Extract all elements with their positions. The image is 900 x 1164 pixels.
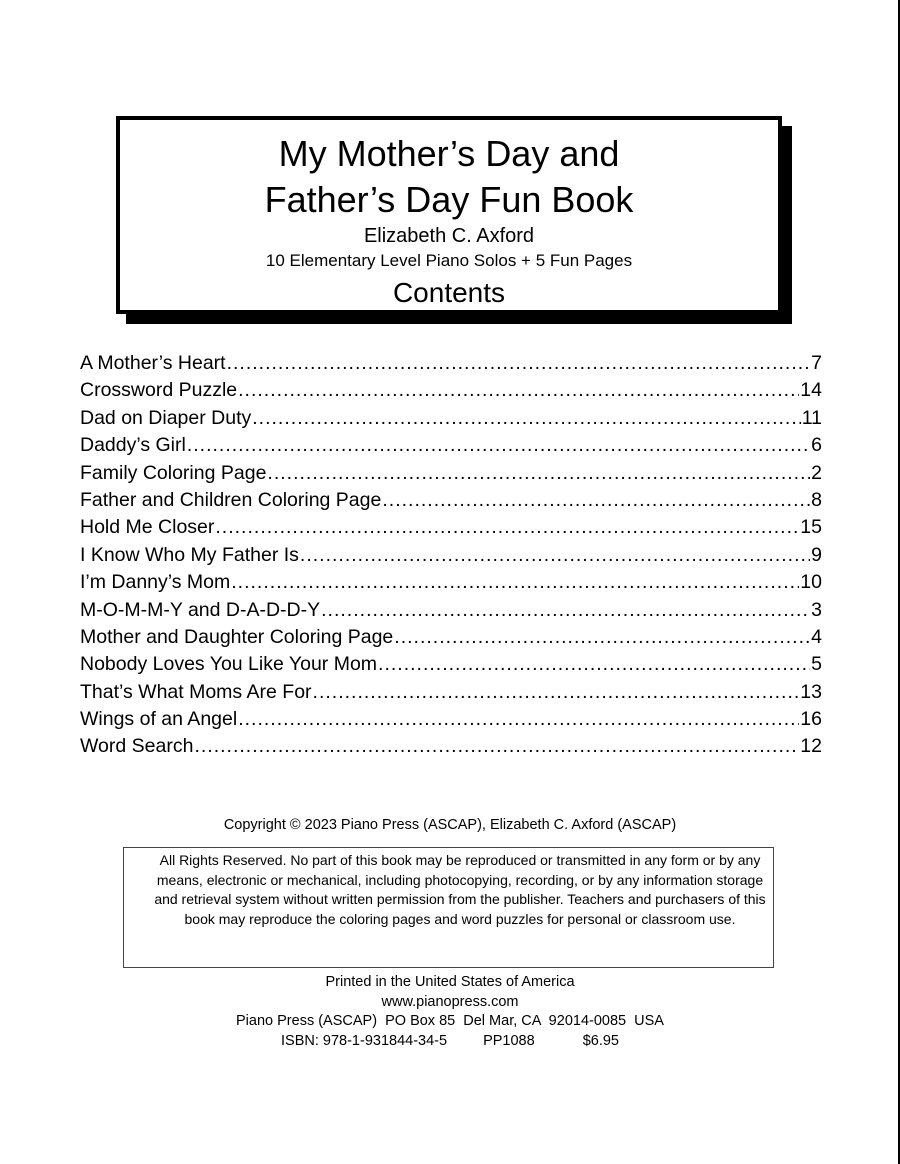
toc-entry — [80, 487, 822, 514]
rights-statement: All Rights Reserved. No part of this book may be reproduced or transmitted in any form or by any means, electronic or mechanical, including photocopying, recording, or by any information storage and retrieval system without written permission from the publisher. Teachers and purchasers of this book may reproduce the coloring pages and word puzzles for personal or classroom use. — [154, 852, 766, 927]
toc-entry-page: 6 — [811, 434, 822, 457]
table-of-contents — [80, 350, 822, 761]
publisher-footer — [0, 973, 900, 1051]
toc-entry-page: 11 — [801, 406, 822, 429]
toc-leader-dots — [215, 514, 799, 541]
toc-entry-title: M-O-M-M-Y and D-A-D-D-Y — [80, 598, 321, 621]
toc-entry-title: Mother and Daughter Coloring Page — [80, 625, 394, 648]
toc-entry-title: Word Search — [80, 735, 194, 758]
price: $6.95 — [582, 1032, 619, 1049]
toc-entry — [80, 542, 822, 569]
toc-leader-dots — [187, 432, 810, 459]
toc-entry-title: Crossword Puzzle — [80, 379, 238, 402]
toc-entry-page: 15 — [800, 516, 822, 539]
toc-entry-page: 2 — [811, 461, 822, 484]
toc-entry — [80, 432, 822, 459]
toc-entry — [80, 460, 822, 487]
toc-leader-dots — [394, 624, 810, 651]
toc-entry — [80, 350, 822, 377]
toc-entry-title: A Mother’s Heart — [80, 352, 226, 374]
book-title-line2: Father’s Day Fun Book — [264, 179, 634, 220]
title-box — [116, 116, 782, 314]
product-code: PP1088 — [483, 1032, 535, 1049]
toc-entry — [80, 624, 822, 651]
toc-leader-dots — [300, 542, 810, 569]
toc-entry-page: 10 — [800, 571, 822, 594]
toc-leader-dots — [231, 569, 799, 596]
book-title-line1: My Mother’s Day and — [278, 133, 620, 174]
toc-leader-dots — [313, 679, 800, 706]
toc-entry — [80, 377, 822, 404]
contents-heading: Contents — [392, 277, 506, 308]
toc-leader-dots — [194, 733, 799, 760]
toc-entry-page: 8 — [811, 488, 822, 511]
toc-entry — [80, 514, 822, 541]
toc-leader-dots — [227, 350, 811, 377]
toc-leader-dots — [378, 651, 810, 678]
toc-leader-dots — [238, 377, 799, 404]
toc-entry-title: I’m Danny’s Mom — [80, 571, 231, 594]
toc-entry-page: 12 — [800, 735, 822, 758]
printed-in: Printed in the United States of America — [325, 974, 575, 990]
toc-entry-page: 9 — [811, 543, 822, 566]
toc-entry — [80, 569, 822, 596]
toc-entry-page: 3 — [811, 598, 822, 621]
toc-entry-title: Daddy’s Girl — [80, 434, 186, 457]
publisher-website: www.pianopress.com — [381, 993, 519, 1010]
toc-entry — [80, 733, 822, 760]
toc-entry-title: That’s What Moms Are For — [80, 680, 312, 703]
publisher-address: Piano Press (ASCAP) PO Box 85 Del Mar, CA 92014-0085 USA — [236, 1013, 664, 1029]
copyright-notice: Copyright © 2023 Piano Press (ASCAP), Elizabeth C. Axford (ASCAP) — [223, 817, 677, 833]
toc-leader-dots — [382, 487, 810, 514]
toc-leader-dots — [238, 706, 799, 733]
toc-entry — [80, 706, 822, 733]
toc-entry-page: 7 — [811, 352, 822, 374]
toc-entry — [80, 679, 822, 706]
author-name: Elizabeth C. Axford — [363, 225, 535, 247]
toc-entry-title: Father and Children Coloring Page — [80, 488, 382, 511]
toc-entry-page: 14 — [800, 379, 822, 402]
toc-entry-title: I Know Who My Father Is — [80, 543, 299, 566]
toc-entry-title: Family Coloring Page — [80, 461, 267, 484]
book-subtitle: 10 Elementary Level Piano Solos + 5 Fun Pages — [265, 251, 633, 270]
toc-leader-dots — [267, 460, 810, 487]
toc-entry — [80, 651, 822, 678]
isbn: ISBN: 978-1-931844-34-5 — [281, 1032, 448, 1049]
toc-entry-page: 4 — [811, 625, 822, 648]
toc-leader-dots — [321, 597, 810, 624]
toc-entry-page: 16 — [800, 708, 822, 731]
toc-entry-title: Hold Me Closer — [80, 516, 215, 539]
isbn-row — [0, 1032, 900, 1052]
toc-entry — [80, 405, 822, 432]
toc-entry-title: Dad on Diaper Duty — [80, 406, 252, 429]
toc-leader-dots — [252, 405, 800, 432]
toc-entry-page: 13 — [800, 680, 822, 703]
toc-entry — [80, 597, 822, 624]
toc-entry-title: Wings of an Angel — [80, 708, 238, 731]
toc-entry-page: 5 — [811, 653, 822, 676]
toc-entry-title: Nobody Loves You Like Your Mom — [80, 653, 378, 676]
